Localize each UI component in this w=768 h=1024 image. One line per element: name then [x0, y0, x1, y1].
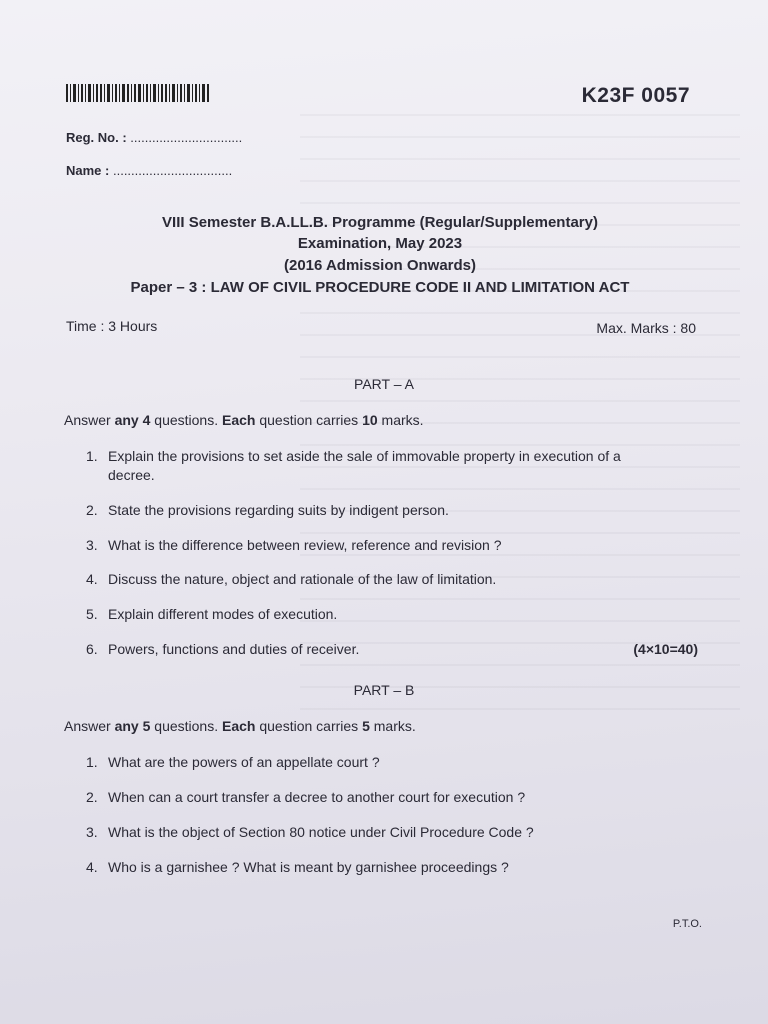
instr-bold: any 4 — [114, 412, 151, 428]
part-b-question-2 — [86, 788, 668, 807]
instr-text: Answer — [64, 412, 115, 428]
instr-bold: Each — [222, 412, 256, 428]
question-text: What is the difference between review, reference and revision ? — [108, 537, 502, 553]
instr-text: questions. — [150, 412, 222, 428]
question-number: 4. — [86, 859, 98, 875]
part-a-heading: PART – A — [354, 376, 414, 392]
question-text: State the provisions regarding suits by indigent person. — [108, 502, 449, 518]
question-text: When can a court transfer a decree to another court for execution ? — [108, 789, 526, 805]
reg-no-label: Reg. No. : — [66, 130, 127, 145]
paper-title: Paper – 3 : LAW OF CIVIL PROCEDURE CODE II AND LIMITATION ACT — [130, 279, 630, 296]
name-dots: ................................. — [112, 163, 233, 178]
part-a-question-4 — [86, 570, 668, 589]
instr-bold: 10 — [362, 412, 378, 428]
question-number: 5. — [86, 606, 98, 622]
part-b-question-1 — [86, 753, 668, 772]
instr-text: Answer — [64, 718, 115, 734]
question-number: 1. — [86, 754, 98, 770]
name-field — [66, 163, 232, 178]
question-number: 4. — [86, 571, 98, 587]
instr-text: question carries — [255, 412, 363, 428]
part-a-question-2 — [86, 501, 668, 520]
pto-note: P.T.O. — [672, 918, 702, 930]
barcode-icon — [66, 84, 210, 102]
question-text: Explain different modes of execution. — [108, 606, 338, 622]
part-a-marks: (4×10=40) — [633, 641, 698, 657]
max-marks: Max. Marks : 80 — [596, 320, 696, 336]
part-b-instructions — [64, 718, 416, 734]
instr-bold: 5 — [362, 718, 370, 734]
reg-no-field — [66, 130, 242, 145]
instr-bold: Each — [222, 718, 256, 734]
programme-title: VIII Semester B.A.LL.B. Programme (Regular/Supplementary) — [162, 214, 598, 231]
question-number: 2. — [86, 502, 98, 518]
question-text: Discuss the nature, object and rationale of the law of limitation. — [108, 571, 497, 587]
time-allowed: Time : 3 Hours — [66, 318, 158, 334]
question-text: What is the object of Section 80 notice under Civil Procedure Code ? — [108, 824, 534, 840]
question-text: Explain the provisions to set aside the sale of immovable property in execution of a decree. — [108, 448, 621, 483]
exam-session: Examination, May 2023 — [297, 235, 463, 252]
part-a-instructions — [64, 412, 424, 428]
part-a-question-1 — [86, 447, 668, 485]
part-b-heading: PART – B — [353, 682, 415, 698]
instr-text: marks. — [377, 412, 424, 428]
question-text: Powers, functions and duties of receiver. — [108, 641, 360, 657]
question-number: 2. — [86, 789, 98, 805]
question-number: 1. — [86, 448, 98, 464]
paper-code: K23F 0057 — [581, 84, 690, 107]
question-number: 3. — [86, 824, 98, 840]
question-text: What are the powers of an appellate court ? — [108, 754, 380, 770]
instr-text: marks. — [369, 718, 416, 734]
part-b-question-4 — [86, 858, 668, 877]
reg-no-dots: ............................... — [130, 130, 243, 145]
instr-bold: any 5 — [114, 718, 151, 734]
instr-text: question carries — [255, 718, 363, 734]
part-a-question-6 — [86, 640, 668, 659]
question-number: 3. — [86, 537, 98, 553]
question-number: 6. — [86, 641, 98, 657]
question-text: Who is a garnishee ? What is meant by garnishee proceedings ? — [108, 859, 509, 875]
instr-text: questions. — [150, 718, 222, 734]
part-b-question-3 — [86, 823, 668, 842]
admission-note: (2016 Admission Onwards) — [284, 257, 476, 274]
part-a-question-5 — [86, 605, 668, 624]
part-a-question-3 — [86, 536, 668, 555]
name-label: Name : — [66, 163, 110, 178]
